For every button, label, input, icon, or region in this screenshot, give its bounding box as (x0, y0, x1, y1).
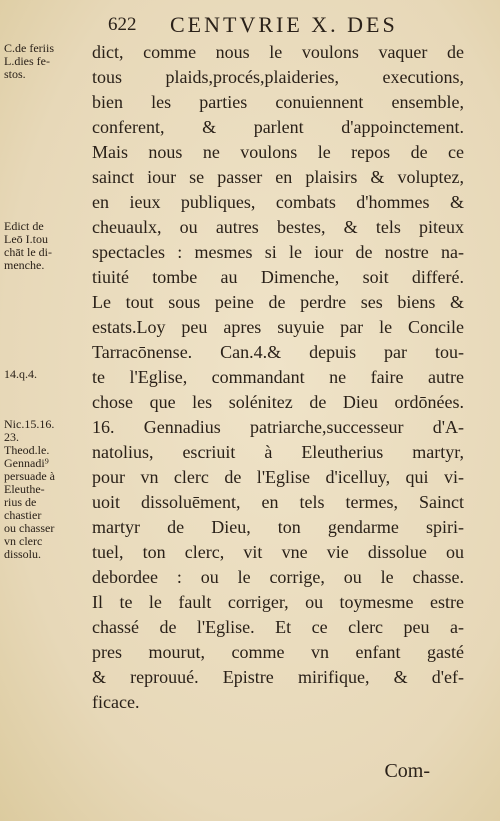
body-line: tous plaids,procés,plaideries, executions, (92, 67, 464, 87)
body-line: tiuité tombe au Dimenche, soit differé. (92, 267, 464, 287)
body-line: pour vn clerc de l'Eglise d'icelluy, qui vi- (92, 467, 464, 487)
body-line: spectacles : mesmes si le iour de nostre na- (92, 242, 464, 262)
body-line: sainct iour se passer en plaisirs & voluptez, (92, 167, 464, 187)
margin-note: Nic.15.16. 23. Theod.le. Gennadi⁹ persuade à Eleuthe- rius de chastier ou chasser vn clerc dissolu. (4, 417, 55, 561)
body-line: & reprouué. Epistre mirifique, & d'ef- (92, 667, 464, 687)
body-line: 16. Gennadius patriarche,successeur d'A- (92, 417, 464, 437)
body-line: martyr de Dieu, ton gendarme spiri- (92, 517, 464, 537)
body-line: ficace. (92, 692, 140, 712)
body-line: debordee : ou le corrige, ou le chasse. (92, 567, 464, 587)
margin-note: 14.q.4. (4, 367, 37, 381)
body-line: Tarracōnense. Can.4.& depuis par tou- (92, 342, 464, 362)
margin-note: C.de feriis L.dies fe- stos. (4, 41, 54, 81)
page-header (0, 8, 500, 42)
body-line: Mais nous ne voulons le repos de ce (92, 142, 464, 162)
body-line: pres mourut, comme vn enfant gasté (92, 642, 464, 662)
running-title: CENTVRIE X. DES (170, 12, 398, 37)
body-line: conferent, & parlent d'appoinctement. (92, 117, 464, 137)
body-line: chose que les solénitez de Dieu ordōnées. (92, 392, 464, 412)
body-line: uoit dissoluēment, en tels termes, Sainct (92, 492, 464, 512)
body-line: cheuaulx, ou autres bestes, & tels piteux (92, 217, 464, 237)
body-line: bien les parties conuiennent ensemble, (92, 92, 464, 112)
catchword: Com- (384, 760, 430, 782)
body-line: estats.Loy peu apres suyuie par le Concile (92, 317, 464, 337)
margin-note: Edict de Leō I.tou chāt le di- menche. (4, 219, 52, 272)
body-line: te l'Eglise, commandant ne faire autre (92, 367, 464, 387)
body-line: en ieux publiques, combats d'hommes & (92, 192, 464, 212)
body-line: dict, comme nous le voulons vaquer de (92, 42, 464, 62)
body-line: Le tout sous peine de perdre ses biens & (92, 292, 464, 312)
body-line: Il te le fault corriger, ou toymesme estre (92, 592, 464, 612)
page-number: 622 (108, 14, 137, 35)
body-line: natolius, escriuit à Eleutherius martyr, (92, 442, 464, 462)
body-line: chassé de l'Eglise. Et ce clerc peu a- (92, 617, 464, 637)
body-line: tuel, ton clerc, vit vne vie dissolue ou (92, 542, 464, 562)
